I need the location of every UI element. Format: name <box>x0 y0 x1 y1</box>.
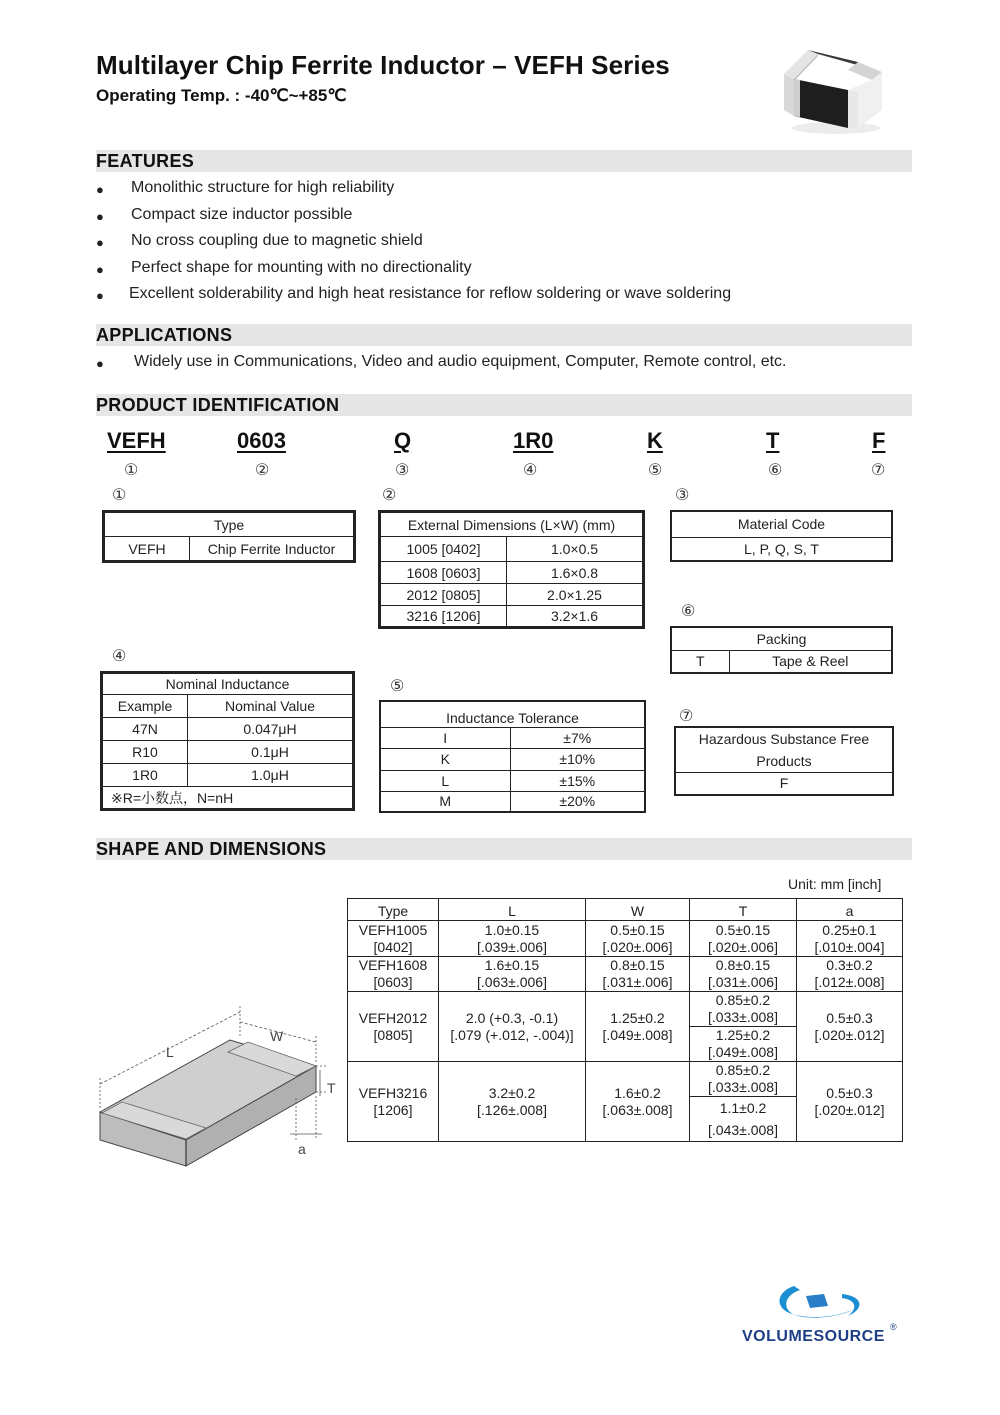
label-l: L <box>166 1044 174 1060</box>
features-heading: FEATURES <box>96 151 195 171</box>
dimension-table-marker: ② <box>382 487 397 504</box>
table-row: R10 0.1μH <box>102 741 354 764</box>
circled-marker: ⑦ <box>871 462 886 479</box>
table-row: 1.1±0.2 [.043±.008] <box>348 1097 903 1142</box>
table-row: L ±15% <box>380 770 645 791</box>
packing-table-header: Packing <box>671 627 892 650</box>
dimension-code-table <box>378 510 645 629</box>
table-row: VEFH1608 [0603] 1.6±0.15 [.063±.006] 0.8±0.15 [.031±.006] 0.8±0.15 [.031±.006] 0.3±0.2 [.012±.008] <box>348 957 903 992</box>
label-a: a <box>298 1141 306 1157</box>
table-row: 47N 0.047μH <box>102 718 354 741</box>
inductance-table-header: Nominal Inductance <box>102 673 354 695</box>
table-header-row: Type L W T a <box>348 899 903 921</box>
table-row: 1005 [0402] 1.0×0.5 <box>380 537 644 562</box>
inductance-note: ※R=小数点，N=nH <box>102 787 354 810</box>
circled-marker: ① <box>124 462 139 479</box>
material-code-table <box>670 510 893 562</box>
unit-label: Unit: mm [inch] <box>788 876 882 892</box>
volumesource-logo-icon <box>772 1278 868 1328</box>
circled-marker: ⑥ <box>768 462 783 479</box>
table-row: 3216 [1206] 3.2×1.6 <box>380 606 644 628</box>
table-row: I ±7% <box>380 727 645 748</box>
registered-mark: ® <box>890 1322 897 1332</box>
table-row: M ±20% <box>380 791 645 812</box>
page-title: Multilayer Chip Ferrite Inductor – VEFH Series <box>96 50 670 80</box>
table-row: VEFH3216 [1206] 3.2±0.2 [.126±.008] 1.6±0.2 [.063±.008] 0.85±0.2 [.033±.008] 0.5±0.3 [.020±.012] <box>348 1062 903 1097</box>
tolerance-table-marker: ⑤ <box>390 678 405 695</box>
material-table-header: Material Code <box>671 511 892 537</box>
type-table-header: Type <box>104 512 355 537</box>
table-row: VEFH Chip Ferrite Inductor <box>104 537 355 562</box>
circled-marker: ④ <box>523 462 538 479</box>
table-row: L, P, Q, S, T <box>671 537 892 561</box>
label-t: T <box>327 1080 336 1096</box>
code-series: VEFH <box>107 428 166 453</box>
product-id-heading: PRODUCT IDENTIFICATION <box>96 395 340 415</box>
code-hsf: F <box>872 428 886 453</box>
table-row: 2012 [0805] 2.0×1.25 <box>380 584 644 606</box>
table-row: F <box>675 773 893 795</box>
table-row: 1R0 1.0μH <box>102 764 354 787</box>
table-row: VEFH2012 [0805] 2.0 (+0.3, -0.1) [.079 (+.012, -.004)] 1.25±0.2 [.049±.008] 0.85±0.2 [.033±.008] 0.5±0.3 [.020±.012] <box>348 992 903 1027</box>
hsf-table-header: Hazardous Substance Free Products <box>675 727 893 773</box>
packing-table <box>670 626 893 674</box>
table-row: 1.25±0.2 [.049±.008] <box>348 1027 903 1062</box>
table-row: 1608 [0603] 1.6×0.8 <box>380 562 644 584</box>
tolerance-table <box>379 700 646 813</box>
tolerance-table-header: Inductance Tolerance <box>380 701 645 727</box>
chip-dimension-diagram <box>94 1000 344 1170</box>
shape-heading: SHAPE AND DIMENSIONS <box>96 839 327 859</box>
material-table-marker: ③ <box>675 487 690 504</box>
table-row: VEFH1005 [0402] 1.0±0.15 [.039±.006] 0.5±0.15 [.020±.006] 0.5±0.15 [.020±.006] 0.25±0.1 [.010±.004] <box>348 921 903 957</box>
dimensions-table <box>347 898 903 1142</box>
code-material: Q <box>394 428 412 453</box>
volumesource-logo-text: VOLUMESOURCE <box>742 1328 885 1345</box>
code-inductance: 1R0 <box>513 428 554 453</box>
circled-marker: ③ <box>395 462 410 479</box>
circled-marker: ② <box>255 462 270 479</box>
type-table <box>102 510 356 563</box>
circled-marker: ⑤ <box>648 462 663 479</box>
chip-product-image <box>778 44 890 136</box>
table-row: T Tape & Reel <box>671 650 892 673</box>
table-row: K ±10% <box>380 748 645 770</box>
dimension-drawing <box>94 1000 344 1170</box>
code-packing: T <box>766 428 780 453</box>
code-tolerance: K <box>647 428 663 453</box>
type-table-marker: ① <box>112 487 127 504</box>
features-bar <box>96 150 912 172</box>
label-w: W <box>270 1028 284 1044</box>
hsf-table <box>674 726 894 796</box>
dimension-table-header: External Dimensions (L×W) (mm) <box>380 512 644 537</box>
inductance-table: Nominal Inductance Example Nominal Value 47N 0.047μH R10 0.1μH 1R0 1.0μH ※R=小数点，N=nH <box>100 671 355 811</box>
inductance-table-marker: ④ <box>112 648 127 665</box>
code-size: 0603 <box>237 428 286 453</box>
operating-temp: Operating Temp. : -40℃~+85℃ <box>96 86 347 105</box>
packing-table-marker: ⑥ <box>681 603 696 620</box>
hsf-table-marker: ⑦ <box>679 708 694 725</box>
applications-heading: APPLICATIONS <box>96 325 233 345</box>
